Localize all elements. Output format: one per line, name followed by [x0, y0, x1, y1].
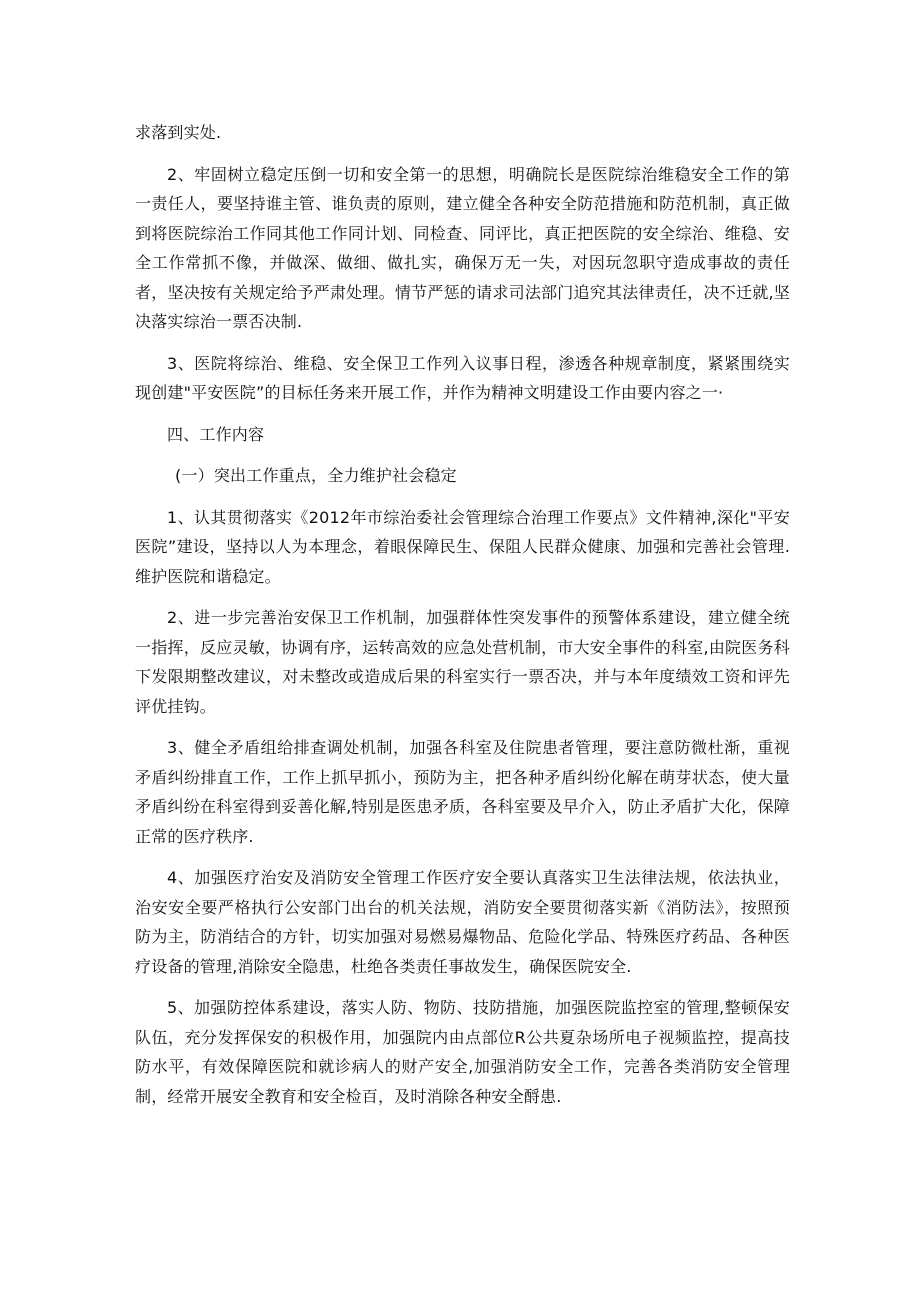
- subsection-heading-1: (一）突出工作重点，全力维护社会稳定: [175, 466, 457, 485]
- document-body: [135, 118, 790, 1123]
- paragraph-subitem-2: 2、进一步完善治安保卫工作机制，加强群体性突发事件的预警体系建设，建立健全统一指挥，反应灵敏，协调有序，运转高效的应急处营机制，市大安全事件的科室,由院医务科下发限期整改建议，对未整改或造成后果的科室实行一票否决，并与本年度绩效工资和评先评优挂钩。: [135, 608, 790, 716]
- paragraph-item-2: 2、牢固树立稳定压倒一切和安全第一的思想，明确院长是医院综治维稳安全工作的第一责任人，要坚持谁主管、谁负责的原则，建立健全各种安全防范措施和防范机制，真正做到将医院综治工作同其他工作同计划、同检查、同评比，真正把医院的安全综治、维稳、安全工作常抓不像，并做深、做细、做扎实，确保万无一失，对因玩忽职守造成事故的责任者，坚决按有关规定给予严肃处理。情节严惩的请求司法部门追究其法律责任，决不迁就,坚决落实综治一票否决制.: [135, 164, 790, 331]
- paragraph-item-3: 3、医院将综治、维稳、安全保卫工作列入议事日程，渗透各种规章制度，紧紧围绕实现创建"平安医院”的目标任务来开展工作，并作为精神文明建设工作由要内容之一·: [135, 353, 790, 402]
- paragraph-subitem-1: 1、认其贯彻落实《2012年市综治委社会管理综合治理工作要点》文件精神,深化"平安医院”建设，坚持以人为本理念，着眼保障民生、保阻人民群众健康、加强和完善社会管理.维护医院和谐稳定。: [135, 507, 790, 586]
- section-heading-work-content: 四、工作内容: [167, 424, 265, 444]
- paragraph-continuation: 求落到实处.: [135, 123, 222, 142]
- paragraph-subitem-4: 4、加强医疗治安及消防安全管理工作医疗安全要认真落实卫生法律法规，依法执业，治安安全要严格执行公安部门出台的机关法规，消防安全要贯彻落实新《消防法》，按照预防为主，防消结合的方针，切实加强对易燃易爆物品、危险化学品、特殊医疗药品、各种医疗设备的管理,消除安全隐患，杜绝各类责任事故发生，确保医院安全.: [135, 868, 790, 976]
- paragraph-subitem-3: 3、健全矛盾组给排查调处机制，加强各科室及住院患者管理，要注意防微杜渐，重视矛盾纠纷排直工作，工作上抓早抓小，预防为主，把各种矛盾纠纷化解在萌芽状态，使大量矛盾纠纷在科室得到妥善化解,特别是医患矛质，各科室要及早介入，防止矛盾扩大化，保障正常的医疗秩序.: [135, 738, 790, 846]
- paragraph-subitem-5: 5、加强防控体系建设，落实人防、物防、技防措施，加强医院监控室的管理,整顿保安队伍，充分发挥保安的积极作用，加强院内由点部位R公共夏杂场所电子视频监控，提高技防水平，有效保障医院和就诊病人的财产安全,加强消防安全工作，完善各类消防安全管理制，经常开展安全教育和安全检百，及时消除各种安全酹患.: [135, 998, 790, 1106]
